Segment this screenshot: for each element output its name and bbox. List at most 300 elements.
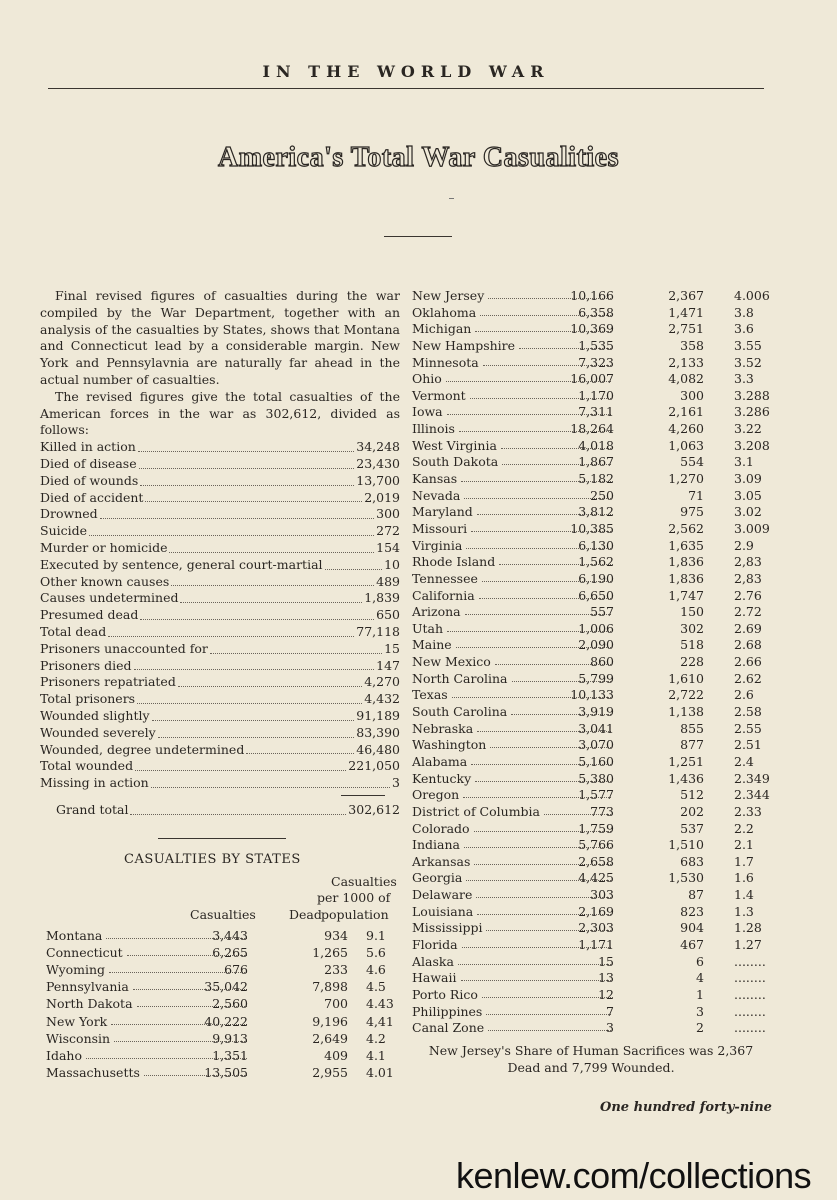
state-row xyxy=(412,571,782,588)
state-casualties: 5,380 xyxy=(578,770,614,786)
state-name: Hawaii xyxy=(412,970,457,986)
states-section-title: CASUALTIES BY STATES xyxy=(124,852,301,867)
state-dead: 6 xyxy=(696,953,704,969)
state-dead: 1,635 xyxy=(668,537,704,553)
breakdown-row xyxy=(40,473,400,490)
state-name: California xyxy=(412,587,475,603)
state-rate: 2.344 xyxy=(734,787,770,803)
state-rate: 1.4 xyxy=(734,887,754,903)
state-rate: 2.1 xyxy=(734,837,754,853)
state-row xyxy=(412,288,782,305)
breakdown-label: Prisoners repatriated xyxy=(40,674,176,690)
state-casualties: 15 xyxy=(598,953,614,969)
state-rate: 1.3 xyxy=(734,903,754,919)
state-dead: 358 xyxy=(680,337,704,353)
breakdown-row xyxy=(40,758,400,775)
page-number: One hundred forty-nine xyxy=(600,1100,772,1115)
state-rate: 2.2 xyxy=(734,820,754,836)
leader-dots xyxy=(325,557,383,570)
state-rate: ........ xyxy=(734,1003,766,1019)
breakdown-value: 272 xyxy=(376,523,400,539)
state-casualties: 1,562 xyxy=(578,554,614,570)
breakdown-row xyxy=(40,725,400,742)
state-rate: 4.01 xyxy=(366,1064,394,1080)
state-name: Indiana xyxy=(412,837,460,853)
state-name: Louisiana xyxy=(412,903,474,919)
state-name: New York xyxy=(46,1013,108,1029)
state-name: Illinois xyxy=(412,421,455,437)
state-row xyxy=(412,821,782,838)
state-name: New Jersey xyxy=(412,288,485,303)
state-casualties: 2,169 xyxy=(578,903,614,919)
state-casualties: 10,133 xyxy=(570,687,614,703)
leader-dots xyxy=(210,641,382,654)
breakdown-row xyxy=(40,674,400,691)
state-casualties: 5,766 xyxy=(578,837,614,853)
state-name: Alabama xyxy=(412,753,468,769)
state-rate: 2.69 xyxy=(734,620,762,636)
state-dead: 855 xyxy=(680,720,704,736)
state-rate: 4.43 xyxy=(366,996,394,1012)
state-rate: 2.6 xyxy=(734,687,754,703)
breakdown-label: Murder or homicide xyxy=(40,539,168,555)
breakdown-value: 154 xyxy=(376,539,400,555)
state-dead: 1,510 xyxy=(668,837,704,853)
state-casualties: 5,160 xyxy=(578,753,614,769)
breakdown-row xyxy=(40,641,400,658)
state-casualties: 1,170 xyxy=(578,387,614,403)
state-name: New Hampshire xyxy=(412,337,516,353)
breakdown-value: 650 xyxy=(376,607,400,623)
state-name: Mississippi xyxy=(412,920,483,936)
state-casualties: 1,351 xyxy=(212,1047,248,1063)
state-casualties: 2,658 xyxy=(578,853,614,869)
state-name: District of Columbia xyxy=(412,803,540,819)
state-rate: 3.1 xyxy=(734,454,754,470)
state-dead: 2,649 xyxy=(312,1030,348,1046)
state-name: Nevada xyxy=(412,487,461,503)
state-row xyxy=(46,996,396,1013)
state-rate: 9.1 xyxy=(366,928,386,943)
breakdown-value: 34,248 xyxy=(356,439,400,455)
state-dead: 1,265 xyxy=(312,945,348,961)
state-name: Michigan xyxy=(412,321,472,337)
state-row xyxy=(412,421,782,438)
state-dead: 467 xyxy=(680,936,704,952)
state-casualties: 6,130 xyxy=(578,537,614,553)
leader-dots xyxy=(138,439,354,452)
state-rate: 2.349 xyxy=(734,770,770,786)
state-rate: 1.27 xyxy=(734,936,762,952)
state-rate: 2.55 xyxy=(734,720,762,736)
state-rate: 2.9 xyxy=(734,537,754,553)
casualties-column-header: Casualties xyxy=(190,907,256,922)
breakdown-value: 10 xyxy=(384,556,400,572)
state-dead: 2,722 xyxy=(668,687,704,703)
state-row xyxy=(46,1014,396,1031)
state-dead: 1,270 xyxy=(668,471,704,487)
state-row xyxy=(412,371,782,388)
state-dead: 1,471 xyxy=(668,304,704,320)
state-casualties: 5,182 xyxy=(578,471,614,487)
leader-dots xyxy=(145,490,362,503)
state-dead: 1,836 xyxy=(668,554,704,570)
breakdown-value: 23,430 xyxy=(356,455,400,471)
state-casualties: 3,812 xyxy=(578,504,614,520)
breakdown-value: 2,019 xyxy=(364,489,400,505)
state-dead: 302 xyxy=(680,620,704,636)
leader-dots xyxy=(180,590,362,603)
state-dead: 512 xyxy=(680,787,704,803)
breakdown-value: 221,050 xyxy=(348,758,400,774)
state-dead: 823 xyxy=(680,903,704,919)
state-name: Alaska xyxy=(412,953,454,969)
state-casualties: 1,867 xyxy=(578,454,614,470)
state-row xyxy=(412,920,782,937)
state-casualties: 16,007 xyxy=(570,371,614,387)
leader-dots xyxy=(135,758,346,771)
state-row xyxy=(412,488,782,505)
state-casualties: 4,018 xyxy=(578,437,614,453)
state-name: Massachusetts xyxy=(46,1064,140,1080)
state-name: Utah xyxy=(412,620,444,636)
breakdown-row xyxy=(40,490,400,507)
state-row xyxy=(412,604,782,621)
state-row xyxy=(412,338,782,355)
state-dead: 2 xyxy=(696,1020,704,1036)
state-casualties: 1,006 xyxy=(578,620,614,636)
state-name: Nebraska xyxy=(412,720,474,736)
state-rate: 2,83 xyxy=(734,554,762,570)
breakdown-row xyxy=(40,590,400,607)
leader-dots xyxy=(137,691,362,704)
state-name: Ohio xyxy=(412,371,442,387)
state-rate: 2.58 xyxy=(734,704,762,720)
state-name: Maine xyxy=(412,637,452,653)
state-row xyxy=(412,554,782,571)
state-name: Canal Zone xyxy=(412,1020,485,1036)
state-rate: 3.52 xyxy=(734,354,762,370)
state-name: Iowa xyxy=(412,404,443,420)
state-rate: 3.22 xyxy=(734,421,762,437)
state-name: South Dakota xyxy=(412,454,499,470)
breakdown-value: 300 xyxy=(376,506,400,522)
state-casualties: 4,425 xyxy=(578,870,614,886)
breakdown-row xyxy=(40,439,400,456)
state-row xyxy=(412,454,782,471)
state-dead: 1,251 xyxy=(668,753,704,769)
state-name: Arkansas xyxy=(412,853,471,869)
state-rate: 2.33 xyxy=(734,803,762,819)
state-row xyxy=(46,979,396,996)
grand-total-row xyxy=(40,802,400,819)
breakdown-value: 4,270 xyxy=(364,674,400,690)
state-name: Maryland xyxy=(412,504,473,520)
leader-dots xyxy=(130,802,346,815)
state-dead: 9,196 xyxy=(312,1013,348,1029)
breakdown-row xyxy=(40,574,400,591)
breakdown-row xyxy=(40,607,400,624)
breakdown-label: Wounded severely xyxy=(40,724,156,740)
intro-text xyxy=(40,288,400,439)
state-row xyxy=(412,654,782,671)
leader-dots xyxy=(151,775,390,788)
state-row xyxy=(412,787,782,804)
leader-dots xyxy=(158,725,355,738)
breakdown-label: Prisoners died xyxy=(40,657,132,673)
state-rate: 3.009 xyxy=(734,520,770,536)
title-mark xyxy=(449,198,454,199)
leader-dots xyxy=(89,523,374,536)
state-row xyxy=(412,887,782,904)
state-row xyxy=(412,588,782,605)
state-name: Rhode Island xyxy=(412,554,496,570)
breakdown-row xyxy=(40,557,400,574)
state-dead: 233 xyxy=(324,962,348,978)
intro-paragraph: Final revised figures of casualties during the war compiled by the War Department, together with an analysis of the casualties by States, shows that Montana and Connecticut lead by a considerable margin. New York and Pennsylavnia are naturally far ahead in the actual number of casualties. xyxy=(40,288,400,387)
state-row xyxy=(46,962,396,979)
state-casualties: 773 xyxy=(590,803,614,819)
breakdown-label: Total wounded xyxy=(40,758,134,774)
breakdown-value: 46,480 xyxy=(356,741,400,757)
breakdown-row xyxy=(40,456,400,473)
state-name: West Virginia xyxy=(412,437,497,453)
state-dead: 3 xyxy=(696,1003,704,1019)
section-rule xyxy=(158,838,286,839)
breakdown-value: 3 xyxy=(392,775,400,791)
state-dead: 518 xyxy=(680,637,704,653)
state-row xyxy=(412,804,782,821)
state-row xyxy=(412,687,782,704)
breakdown-label: Died of accident xyxy=(40,489,144,505)
state-rate: 4.1 xyxy=(366,1047,386,1063)
title-rule xyxy=(384,236,452,237)
state-rate: ........ xyxy=(734,953,766,969)
state-dead: 4,260 xyxy=(668,421,704,437)
state-casualties: 7 xyxy=(606,1003,614,1019)
state-dead: 409 xyxy=(324,1047,348,1063)
state-casualties: 676 xyxy=(224,962,248,978)
state-rate: 2.4 xyxy=(734,753,754,769)
state-name: Porto Rico xyxy=(412,986,478,1002)
state-row xyxy=(46,928,396,945)
breakdown-row xyxy=(40,691,400,708)
running-header: IN THE WORLD WAR xyxy=(262,62,550,81)
breakdown-value: 83,390 xyxy=(356,724,400,740)
state-casualties: 10,369 xyxy=(570,321,614,337)
breakdown-row xyxy=(40,506,400,523)
leader-dots xyxy=(178,674,362,687)
watermark-text: kenlew.com/collections xyxy=(456,1155,812,1196)
state-rate: 3.02 xyxy=(734,504,762,520)
state-rate: 1.7 xyxy=(734,853,754,869)
state-dead: 1,436 xyxy=(668,770,704,786)
state-rate: 2,83 xyxy=(734,570,762,586)
state-row xyxy=(412,637,782,654)
state-casualties: 860 xyxy=(590,654,614,670)
breakdown-label: Causes undetermined xyxy=(40,590,179,606)
state-dead: 877 xyxy=(680,737,704,753)
state-row xyxy=(412,904,782,921)
breakdown-label: Executed by sentence, general court-martial xyxy=(40,556,323,572)
state-name: Connecticut xyxy=(46,945,123,961)
breakdown-row xyxy=(40,775,400,792)
state-dead: 150 xyxy=(680,604,704,620)
state-dead: 1,138 xyxy=(668,704,704,720)
state-dead: 7,898 xyxy=(312,979,348,995)
breakdown-value: 1,839 xyxy=(364,590,400,606)
state-row xyxy=(412,621,782,638)
state-row xyxy=(412,771,782,788)
state-row xyxy=(412,737,782,754)
header-rule xyxy=(48,88,764,89)
dead-column-header: Dead xyxy=(289,907,322,922)
breakdown-row xyxy=(40,523,400,540)
state-dead: 700 xyxy=(324,996,348,1012)
state-row xyxy=(412,471,782,488)
state-casualties: 2,560 xyxy=(212,996,248,1012)
state-row xyxy=(412,321,782,338)
state-name: Kansas xyxy=(412,471,458,487)
state-name: Washington xyxy=(412,737,487,753)
breakdown-label: Suicide xyxy=(40,523,88,539)
state-dead: 1,530 xyxy=(668,870,704,886)
state-dead: 71 xyxy=(688,487,704,503)
state-casualties: 18,264 xyxy=(570,421,614,437)
state-row xyxy=(412,754,782,771)
state-name: Tennessee xyxy=(412,570,478,586)
state-name: Philippines xyxy=(412,1003,483,1019)
state-name: Virginia xyxy=(412,537,463,553)
state-dead: 1,836 xyxy=(668,570,704,586)
state-casualties: 13 xyxy=(598,970,614,986)
breakdown-value: 13,700 xyxy=(356,472,400,488)
breakdown-value: 91,189 xyxy=(356,707,400,723)
state-row xyxy=(412,1004,782,1021)
state-row xyxy=(46,1031,396,1048)
rate-header-line: population xyxy=(321,907,389,922)
breakdown-label: Wounded, degree undetermined xyxy=(40,741,245,757)
rate-header-line: per 1000 of xyxy=(317,890,391,905)
state-dead: 4 xyxy=(696,970,704,986)
grand-total-label: Grand total xyxy=(56,801,129,817)
state-row xyxy=(412,438,782,455)
state-casualties: 2,303 xyxy=(578,920,614,936)
state-rate: ........ xyxy=(734,1020,766,1036)
state-name: Idaho xyxy=(46,1047,82,1063)
breakdown-row xyxy=(40,658,400,675)
state-casualties: 1,535 xyxy=(578,337,614,353)
left-column xyxy=(40,288,400,819)
state-rate: 3.09 xyxy=(734,471,762,487)
state-rate: 1.6 xyxy=(734,870,754,886)
state-name: Missouri xyxy=(412,520,468,536)
state-row xyxy=(412,970,782,987)
leader-dots xyxy=(100,506,374,519)
rate-header-line: Casualties xyxy=(331,874,397,889)
state-name: New Mexico xyxy=(412,654,491,670)
state-name: Colorado xyxy=(412,820,470,836)
state-casualties: 7,323 xyxy=(578,354,614,370)
breakdown-label: Killed in action xyxy=(40,439,136,455)
intro-paragraph: The revised figures give the total casualties of the American forces in the war as 302,612, divided as follows: xyxy=(40,388,400,438)
state-name: Wyoming xyxy=(46,962,106,978)
state-dead: 904 xyxy=(680,920,704,936)
state-casualties: 1,171 xyxy=(578,936,614,952)
state-rate: 3.286 xyxy=(734,404,770,420)
state-dead: 2,955 xyxy=(312,1064,348,1080)
state-casualties: 6,358 xyxy=(578,304,614,320)
leader-dots xyxy=(134,658,375,671)
state-row xyxy=(46,1065,396,1082)
new-jersey-note: New Jersey's Share of Human Sacrifices was 2,367 Dead and 7,799 Wounded. xyxy=(428,1043,754,1075)
state-dead: 1,747 xyxy=(668,587,704,603)
state-rate: 2.66 xyxy=(734,654,762,670)
state-casualties: 13,505 xyxy=(204,1064,248,1080)
state-casualties: 35,042 xyxy=(204,979,248,995)
state-dead: 975 xyxy=(680,504,704,520)
state-row xyxy=(412,671,782,688)
breakdown-label: Presumed dead xyxy=(40,607,139,623)
state-casualties: 2,090 xyxy=(578,637,614,653)
leader-dots xyxy=(139,456,355,469)
state-dead: 2,161 xyxy=(668,404,704,420)
state-casualties: 557 xyxy=(590,604,614,620)
state-row xyxy=(412,305,782,322)
state-row xyxy=(412,837,782,854)
state-casualties: 1,759 xyxy=(578,820,614,836)
state-rate: 4.6 xyxy=(366,962,386,978)
breakdown-row xyxy=(40,540,400,557)
breakdown-label: Other known causes xyxy=(40,573,170,589)
state-rate: 2.68 xyxy=(734,637,762,653)
breakdown-label: Missing in action xyxy=(40,775,149,791)
state-dead: 554 xyxy=(680,454,704,470)
state-row xyxy=(412,937,782,954)
state-casualties: 3,919 xyxy=(578,704,614,720)
state-dead: 300 xyxy=(680,387,704,403)
state-name: Delaware xyxy=(412,887,473,903)
state-name: Wisconsin xyxy=(46,1030,111,1046)
breakdown-label: Prisoners unaccounted for xyxy=(40,640,208,656)
state-casualties: 40,222 xyxy=(204,1013,248,1029)
state-dead: 87 xyxy=(688,887,704,903)
state-name: Pennsylvania xyxy=(46,979,129,995)
state-row xyxy=(412,355,782,372)
state-name: South Carolina xyxy=(412,704,508,720)
breakdown-value: 77,118 xyxy=(356,623,400,639)
state-row xyxy=(46,945,396,962)
state-dead: 1,610 xyxy=(668,670,704,686)
state-rate: 3.05 xyxy=(734,487,762,503)
state-name: Georgia xyxy=(412,870,463,886)
leader-dots xyxy=(171,574,374,587)
breakdown-label: Total dead xyxy=(40,623,107,639)
state-name: Kentucky xyxy=(412,770,472,786)
state-dead: 2,133 xyxy=(668,354,704,370)
state-rate: 2.76 xyxy=(734,587,762,603)
state-row xyxy=(412,721,782,738)
state-rate: 5.6 xyxy=(366,945,386,961)
state-casualties: 6,265 xyxy=(212,945,248,961)
state-name: Vermont xyxy=(412,387,466,403)
state-dead: 537 xyxy=(680,820,704,836)
state-row xyxy=(412,538,782,555)
state-rate: 4.006 xyxy=(734,288,770,303)
state-row xyxy=(412,870,782,887)
state-rate: 4.2 xyxy=(366,1030,386,1046)
state-row xyxy=(412,388,782,405)
